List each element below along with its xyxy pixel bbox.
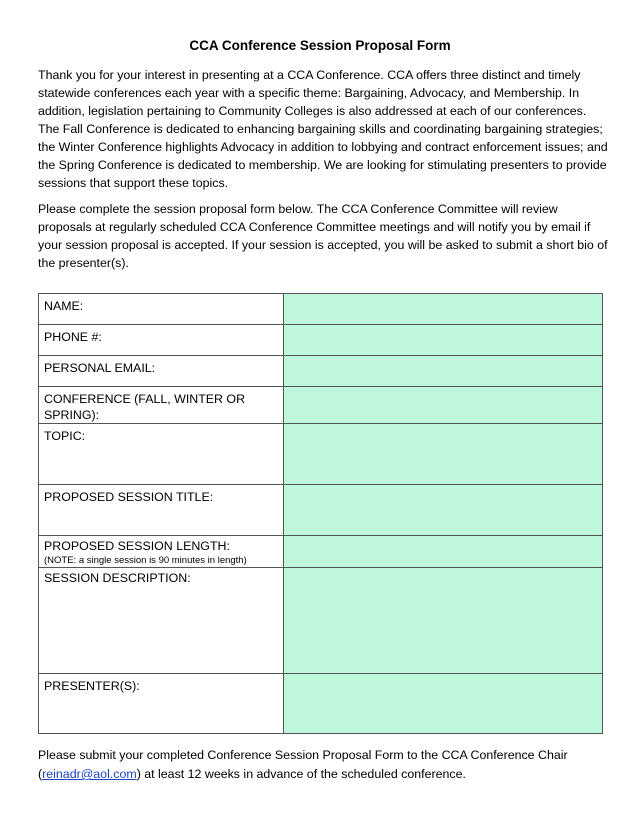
session-length-label: PROPOSED SESSION LENGTH: (44, 539, 230, 553)
presenters-label: PRESENTER(S): (39, 674, 284, 734)
phone-label: PHONE #: (39, 325, 284, 356)
form-row-email (39, 356, 603, 387)
form-row-phone (39, 325, 603, 356)
submission-instructions (38, 746, 608, 784)
presenters-field[interactable] (284, 674, 603, 734)
form-row-presenters (39, 674, 603, 734)
instructions-paragraph: Please complete the session proposal form below. The CCA Conference Committee will review proposals at regularly scheduled CCA Conference Committee meetings and will notify you by email if your session proposal is accepted. If your session is accepted, you will be asked to submit a short bio of the presenter(s). (38, 202, 608, 270)
name-label: NAME: (39, 294, 284, 325)
topic-label: TOPIC: (39, 424, 284, 485)
name-field[interactable] (284, 294, 603, 325)
form-row-conference (39, 387, 603, 424)
topic-field[interactable] (284, 424, 603, 485)
conference-label: CONFERENCE (FALL, WINTER OR SPRING): (39, 387, 284, 424)
form-row-session-description (39, 568, 603, 674)
session-title-label: PROPOSED SESSION TITLE: (39, 485, 284, 536)
conference-field[interactable] (284, 387, 603, 424)
footer-text-before: Please submit your completed Conference Session Proposal Form to the CCA Conference Chair ( (38, 748, 568, 781)
form-row-session-title (39, 485, 603, 536)
session-description-field[interactable] (284, 568, 603, 674)
proposal-form-table (38, 293, 603, 734)
session-length-note: (NOTE: a single session is 90 minutes in length) (44, 555, 247, 566)
intro-paragraph: Thank you for your interest in presenting at a CCA Conference. CCA offers three distinct and timely statewide conferences each year with a specific theme: Bargaining, Advocacy, and Membership. In addition, legislation pertaining to Community Colleges is also addressed at each of our conferences. The Fall Conference is dedicated to enhancing bargaining skills and coordinating bargaining strategies; the Winter Conference highlights Advocacy in addition to lobbying and contract enforcement issues; and the Spring Conference is dedicated to membership. We are looking for stimulating presenters to provide sessions that support these topics. (38, 68, 608, 190)
footer-text-after: ) at least 12 weeks in advance of the scheduled conference. (136, 767, 466, 781)
session-description-label: SESSION DESCRIPTION: (39, 568, 284, 674)
page-title: CCA Conference Session Proposal Form (189, 38, 451, 53)
personal-email-label: PERSONAL EMAIL: (39, 356, 284, 387)
form-row-topic (39, 424, 603, 485)
personal-email-field[interactable] (284, 356, 603, 387)
form-row-name (39, 294, 603, 325)
session-length-field[interactable] (284, 536, 603, 568)
phone-field[interactable] (284, 325, 603, 356)
session-title-field[interactable] (284, 485, 603, 536)
form-row-session-length (39, 536, 603, 568)
session-length-cell (39, 536, 284, 568)
chair-email-link[interactable]: reinadr@aol.com (42, 767, 137, 781)
